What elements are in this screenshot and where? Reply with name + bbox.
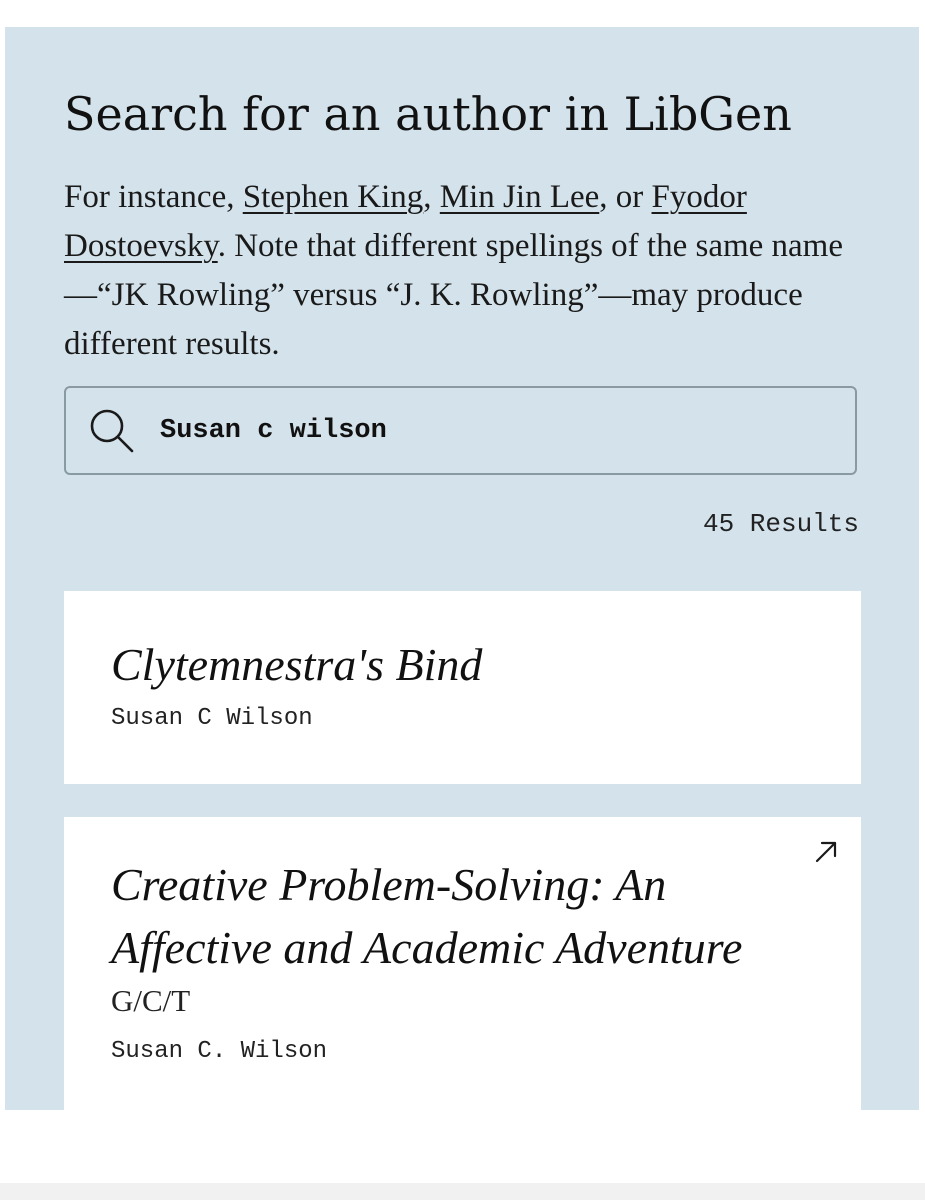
result-card[interactable]	[64, 591, 861, 784]
result-count: 45 Results	[702, 509, 859, 539]
author-search-input[interactable]	[160, 406, 855, 456]
result-author: Susan C Wilson	[111, 705, 313, 732]
search-icon	[86, 405, 138, 457]
external-link-icon[interactable]	[813, 839, 839, 865]
result-title[interactable]: Creative Problem-Solving: An Affective and Academic Adventure	[111, 859, 743, 973]
example-link-fyodor-dostoevsky[interactable]: Fyodor Dostoevsky	[64, 179, 747, 264]
result-author: Susan C. Wilson	[111, 1038, 328, 1065]
bottom-divider	[0, 1183, 925, 1200]
example-link-stephen-king[interactable]: Stephen King	[242, 179, 424, 215]
intro-separator-1: ,	[423, 179, 440, 215]
example-link-min-jin-lee[interactable]: Min Jin Lee	[439, 179, 600, 215]
result-title[interactable]: Clytemnestra's Bind	[111, 639, 483, 690]
intro-prefix: For instance,	[64, 179, 243, 215]
intro-suffix: . Note that different spellings of the same name—“JK Rowling” versus “J. K. Rowling”—may produce different results.	[64, 228, 843, 362]
intro-text	[64, 173, 864, 369]
result-subtitle: G/C/T	[111, 983, 191, 1018]
intro-separator-2: , or	[599, 179, 652, 215]
page-title: Search for an author in LibGen	[64, 87, 792, 141]
result-card[interactable]	[64, 817, 861, 1110]
author-search-panel	[5, 27, 919, 1110]
search-box[interactable]	[64, 386, 857, 475]
